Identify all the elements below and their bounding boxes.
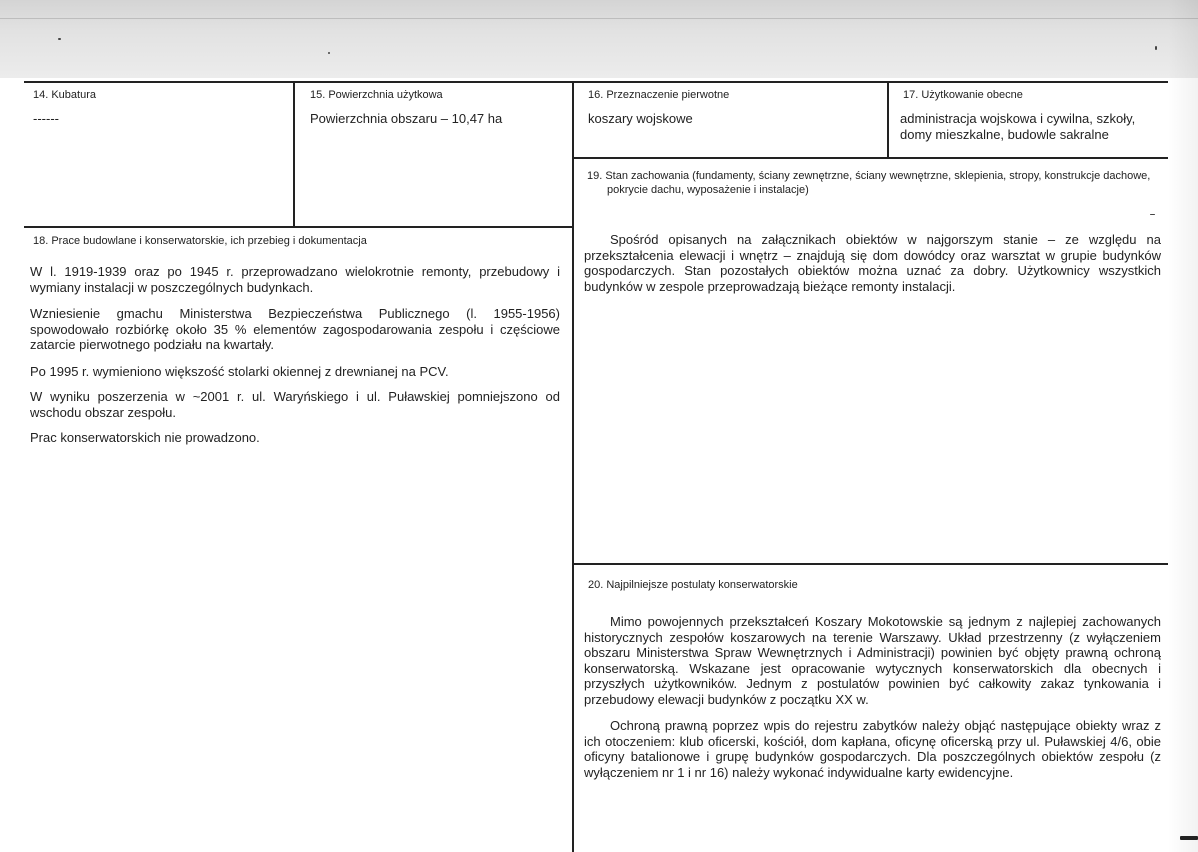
table-row-divider <box>572 157 1168 159</box>
field-18-paragraph-1: W l. 1919-1939 oraz po 1945 r. przeprowadzano wielokrotnie remonty, przebudowy i wymiany instalacji w poszczególnych budynkach. <box>30 264 560 295</box>
table-column-divider <box>293 81 295 227</box>
field-18-paragraph-3: Po 1995 r. wymieniono większość stolarki okiennej z drewnianej na PCV. <box>30 364 449 379</box>
field-18-paragraph-2: Wzniesienie gmachu Ministerstwa Bezpieczeństwa Publicznego (l. 1955-1956) spowodowało rozbiórkę około 35 % elementów zagospodarowania zespołu i częściowe zatarcie pierwotnego podziału na kwartały. <box>30 306 560 352</box>
scan-speck <box>1150 214 1155 215</box>
field-20-label: 20. Najpilniejsze postulaty konserwatorskie <box>588 579 798 591</box>
field-19-text: Spośród opisanych na załącznikach obiektów w najgorszym stanie – ze względu na przekształcenia elewacji i wnętrz – znajdują się dom dowódcy oraz warsztat w grupie budynków gospodarczych. Stan pozostałych obiektów można uznać za dobry. Użytkownicy wszystkich budynków w zespole przeprowadzają bieżące remonty instalacji. <box>584 232 1161 294</box>
scan-speck <box>1155 46 1157 50</box>
scan-speck <box>328 52 330 54</box>
field-15-value: Powierzchnia obszaru – 10,47 ha <box>310 111 503 126</box>
scan-speck <box>1180 836 1198 840</box>
table-top-border <box>24 81 1168 83</box>
field-19-label: 19. Stan zachowania (fundamenty, ściany zewnętrzne, ściany wewnętrzne, sklepienia, stropy, konstrukcje dachowe, pokrycie dachu, wyposażenie i instalacje) <box>587 170 1151 196</box>
field-16-label: 16. Przeznaczenie pierwotne <box>588 89 730 101</box>
field-15-label: 15. Powierzchnia użytkowa <box>310 89 443 101</box>
field-14-label: 14. Kubatura <box>33 89 96 101</box>
field-17-label: 17. Użytkowanie obecne <box>903 89 1023 101</box>
scan-speck <box>58 38 61 40</box>
field-20-paragraph-2: Ochroną prawną poprzez wpis do rejestru zabytków należy objąć następujące obiekty wraz z ich otoczeniem: klub oficerski, kościół, dom kapłana, oficynę oficerską przy ul. Puławskiej 4/6, obie oficyny batalionowe i grupę budynków gospodarczych. Dla poszczególnych obiektów zespołu (z wyłączeniem nr 1 i nr 16) należy wykonać indywidualne karty ewidencyjne. <box>584 718 1161 780</box>
scan-header-shading <box>0 0 1198 78</box>
field-14-value: ------ <box>33 111 59 126</box>
field-20-paragraph-1: Mimo powojennych przekształceń Koszary Mokotowskie są jednym z najlepiej zachowanych historycznych zespołów koszarowych na terenie Warszawy. Układ przestrzenny (z wyłączeniem obszaru Ministerstwa Spraw Wewnętrznych i Administracji) powinien być objęty prawną ochroną konserwatorską. Wskazane jest opracowanie wytycznych konserwatorskich dla obecnych i przyszłych użytkowników. Jednym z postulatów powinien być całkowity zakaz tynkowania i przebudowy elewacji budynków z początku XX w. <box>584 614 1161 707</box>
table-row-divider <box>572 563 1168 565</box>
table-column-divider <box>572 81 574 852</box>
field-17-value: administracja wojskowa i cywilna, szkoły, domy mieszkalne, budowle sakralne <box>900 111 1136 142</box>
field-18-paragraph-5: Prac konserwatorskich nie prowadzono. <box>30 430 260 445</box>
scan-edge-shading <box>1168 0 1198 852</box>
field-16-value: koszary wojskowe <box>588 111 693 126</box>
table-column-divider <box>887 81 889 158</box>
field-18-label: 18. Prace budowlane i konserwatorskie, ich przebieg i dokumentacja <box>33 235 367 247</box>
field-18-paragraph-4: W wyniku poszerzenia w ~2001 r. ul. Waryńskiego i ul. Puławskiej pomniejszono od wschodu obszar zespołu. <box>30 389 560 420</box>
table-row-divider <box>24 226 572 228</box>
